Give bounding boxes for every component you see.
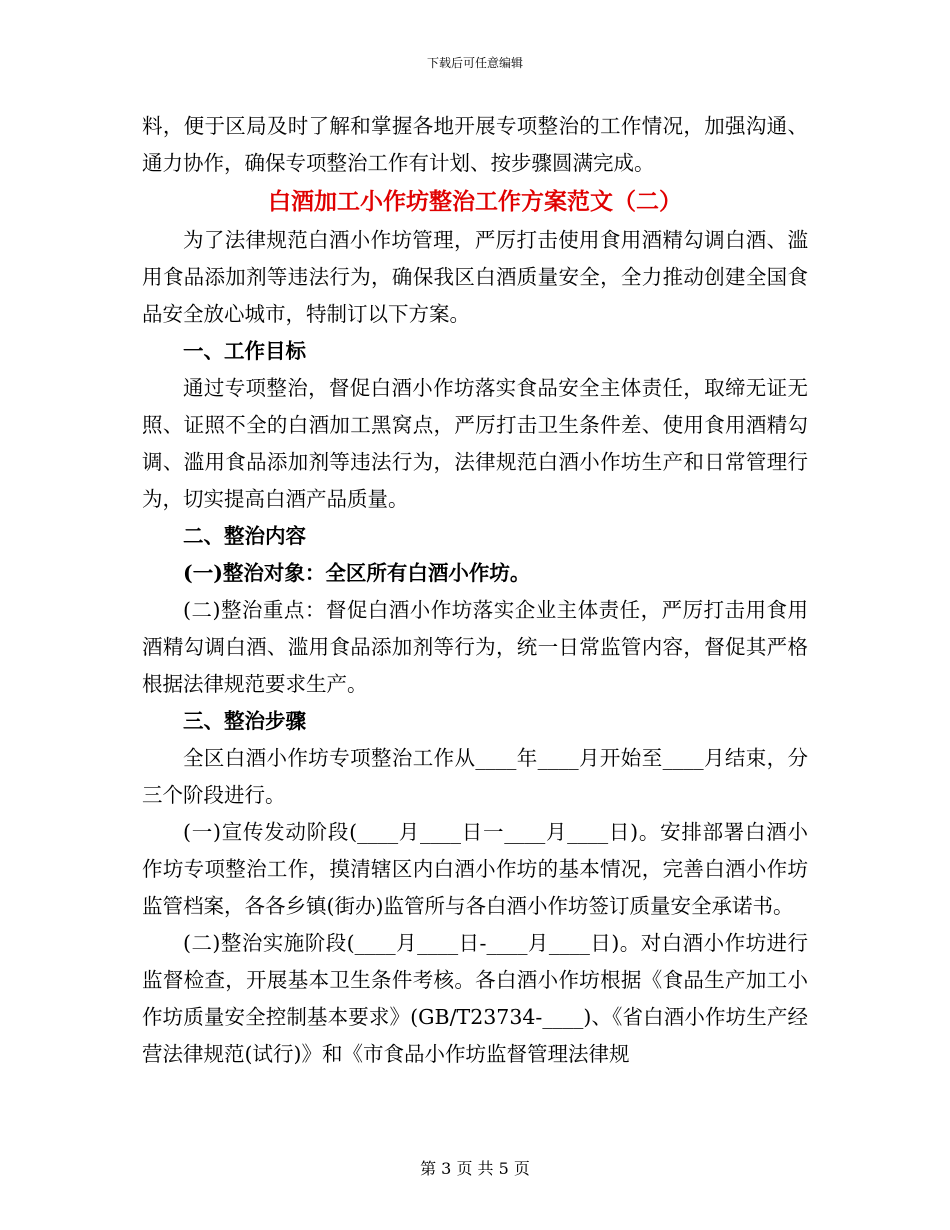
paragraph-stage-two: (二)整治实施阶段(____月____日-____月____日)。对白酒小作坊进行监督检查，开展基本卫生条件考核。各白酒小作坊根据《食品生产加工小作坊质量安全控制基本要求》(GB/T23734-____)、《省白酒小作坊生产经营法律规范(试行)》和《市食品小作坊监督管理法律规: [142, 931, 808, 1066]
paragraph-rectification-focus: (二)整治重点：督促白酒小作坊落实企业主体责任，严厉打击用食用酒精勾调白酒、滥用食品添加剂等行为，统一日常监管内容，督促其严格根据法律规范要求生产。: [142, 598, 808, 696]
paragraph-steps-overview: 全区白酒小作坊专项整治工作从____年____月开始至____月结束，分三个阶段进行。: [142, 746, 808, 807]
paragraph-rectification-target: (一)整治对象：全区所有白酒小作坊。: [183, 561, 531, 585]
intro-paragraph: 料，便于区局及时了解和掌握各地开展专项整治的工作情况，加强沟通、通力协作，确保专项整治工作有计划、按步骤圆满完成。: [142, 114, 808, 175]
paragraph-work-goal: 通过专项整治，督促白酒小作坊落实食品安全主体责任，取缔无证无照、证照不全的白酒加工黑窝点，严厉打击卫生条件差、使用食用酒精勾调、滥用食品添加剂等违法行为，法律规范白酒小作坊生产和日常管理行为，切实提高白酒产品质量。: [142, 376, 808, 511]
page-footer: 第 3 页 共 5 页: [420, 1159, 530, 1178]
heading-rectification-steps: 三、整治步骤: [183, 709, 306, 733]
paragraph-stage-one: (一)宣传发动阶段(____月____日一____月____日)。安排部署白酒小作坊专项整治工作，摸清辖区内白酒小作坊的基本情况，完善白酒小作坊监管档案，各各乡镇(街办)监管所与各白酒小作坊签订质量安全承诺书。: [142, 820, 808, 918]
heading-work-goal: 一、工作目标: [183, 339, 306, 363]
document-title: 白酒加工小作坊整治工作方案范文（二）: [268, 188, 682, 215]
document-body: [142, 108, 808, 1073]
heading-rectification-content: 二、整治内容: [183, 524, 306, 548]
page-header: 下载后可任意编辑: [426, 56, 523, 70]
paragraph-preamble: 为了法律规范白酒小作坊管理，严厉打击使用食用酒精勾调白酒、滥用食品添加剂等违法行为，确保我区白酒质量安全，全力推动创建全国食品安全放心城市，特制订以下方案。: [142, 228, 808, 326]
